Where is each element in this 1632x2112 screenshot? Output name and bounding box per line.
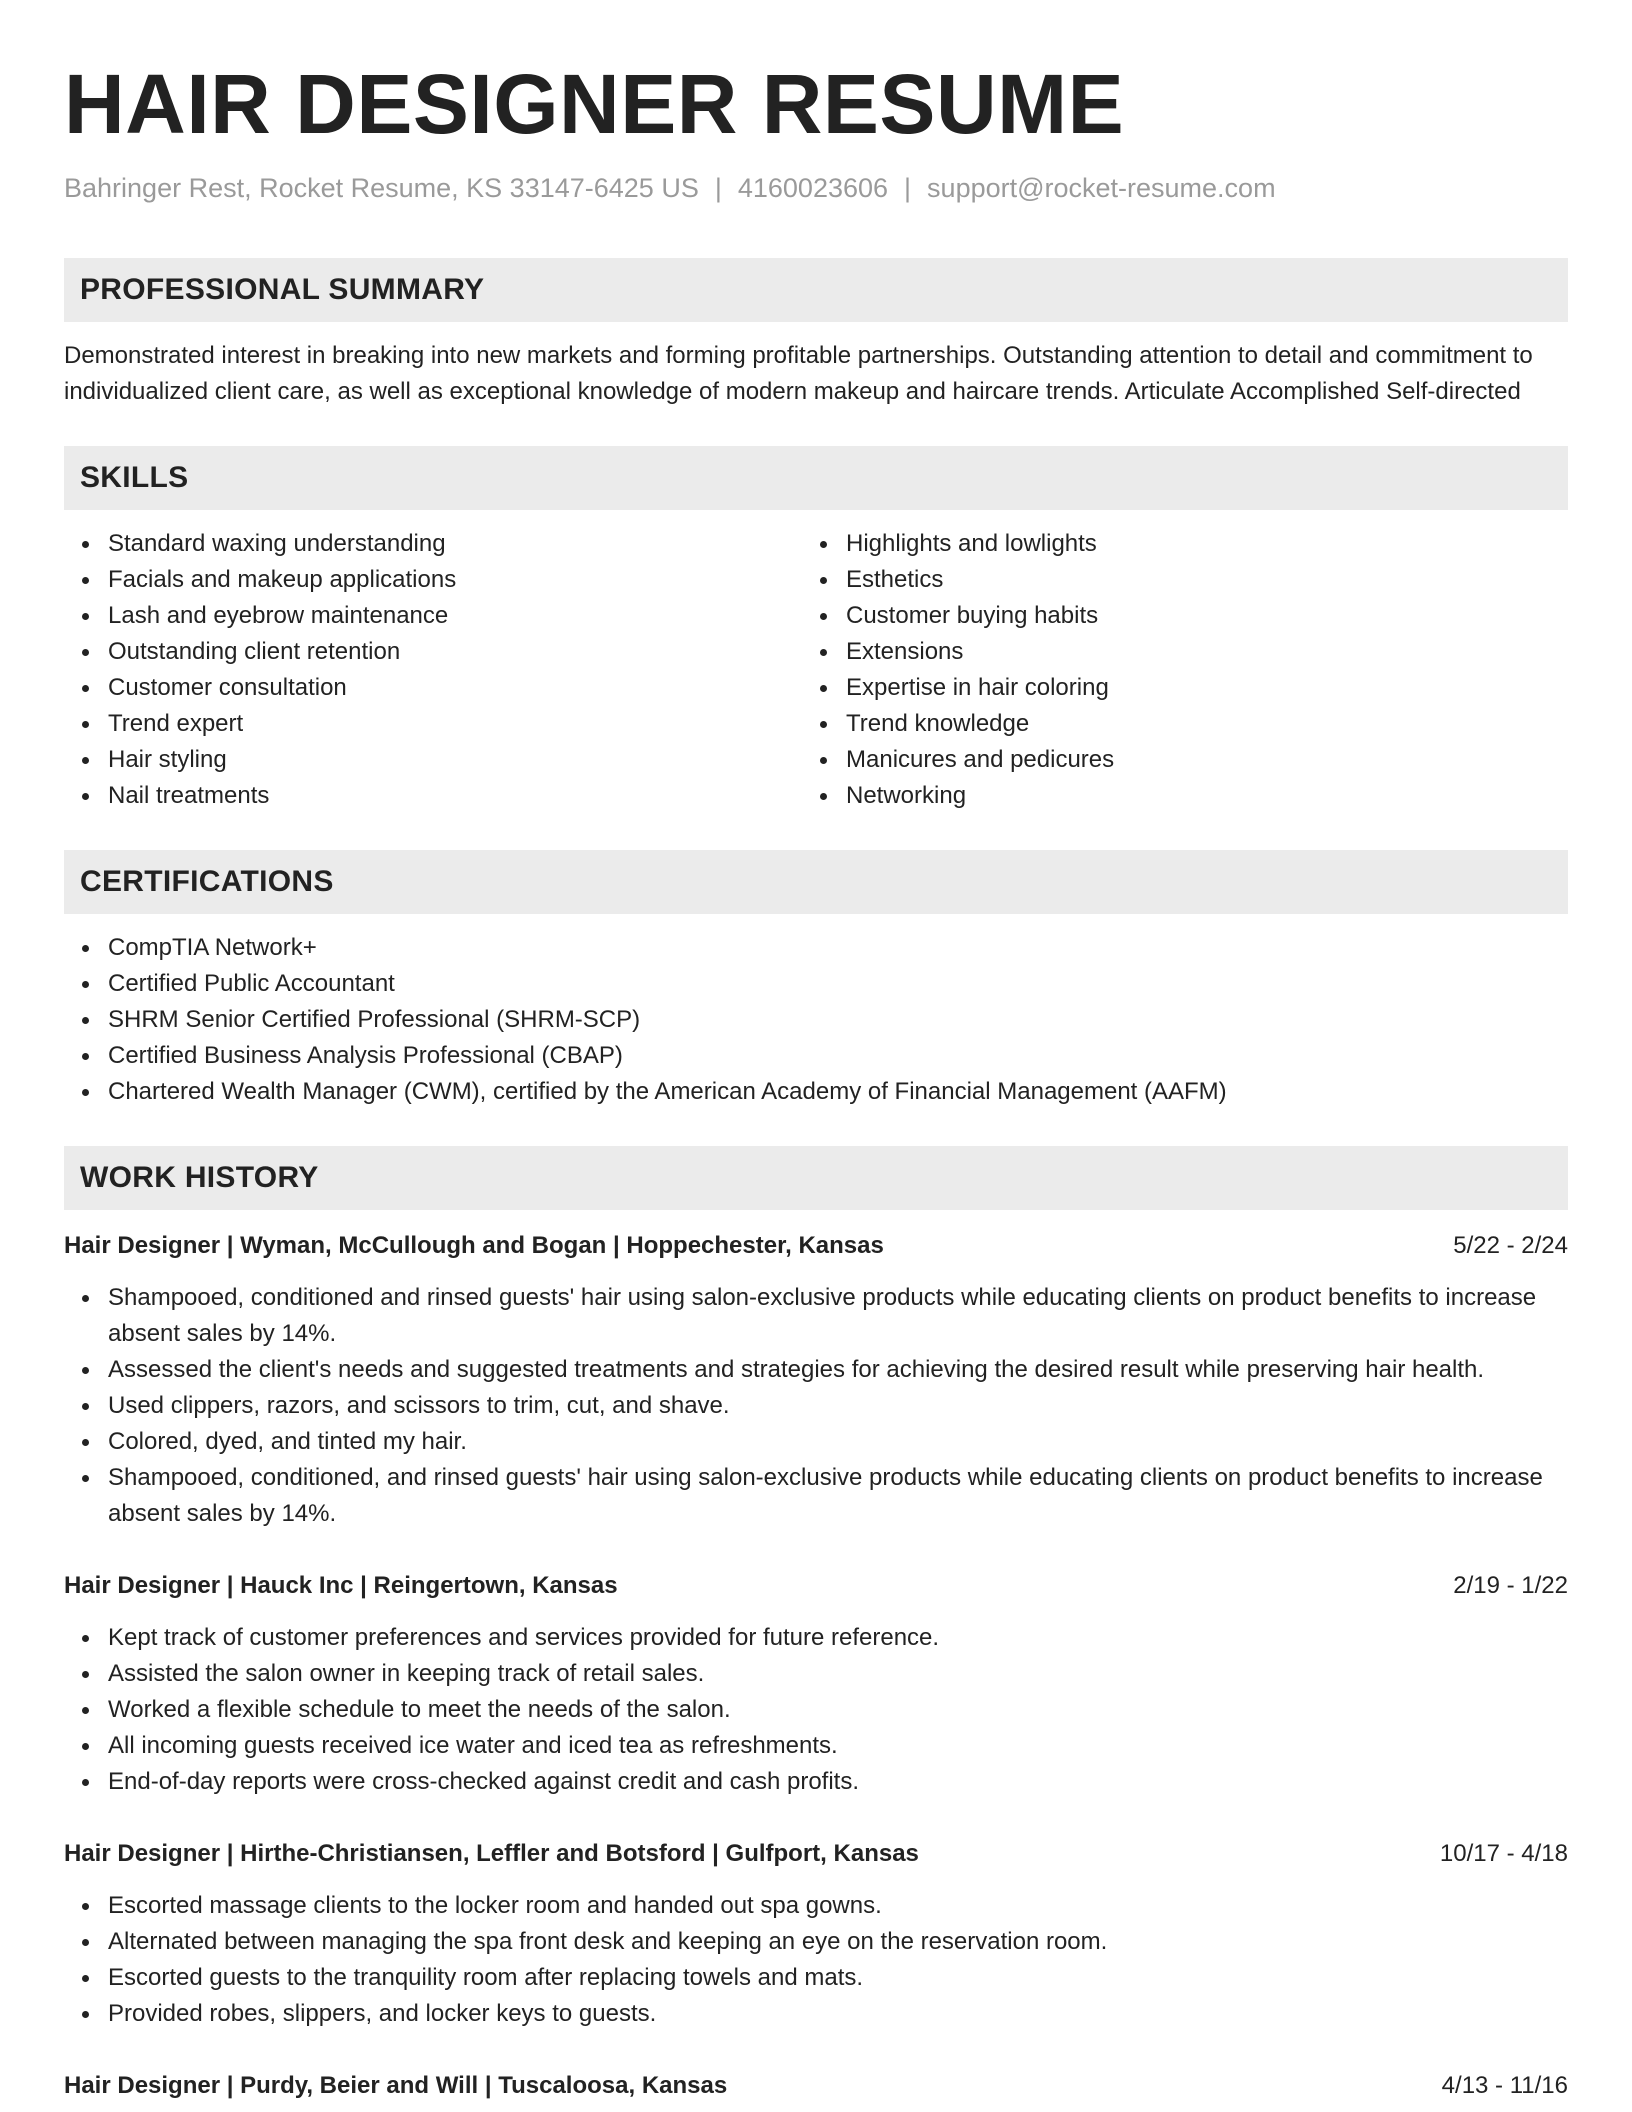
job-bullets [64, 1888, 1568, 2032]
skills-list-right [806, 526, 1548, 814]
contact-separator: | [714, 173, 722, 203]
skill-item: Manicures and pedicures [846, 742, 1548, 778]
job-bullet: Shampooed, conditioned, and rinsed guests' hair using salon-exclusive products while educating clients on product benefits to increase absent sales by 14%. [108, 1460, 1568, 1532]
job-title: Hair Designer | Hauck Inc | Reingertown, Kansas [64, 1572, 618, 1599]
job-bullets [64, 1620, 1568, 1800]
skill-item: Expertise in hair coloring [846, 670, 1548, 706]
job-bullet: Kept track of customer preferences and services provided for future reference. [108, 1620, 1568, 1656]
certifications-heading: CERTIFICATIONS [64, 850, 1568, 914]
job-header [64, 2068, 1568, 2104]
job-header [64, 1568, 1568, 1604]
job-dates: 4/13 - 11/16 [1441, 2072, 1568, 2099]
job-bullet: Assessed the client's needs and suggested treatments and strategies for achieving the desired result while preserving hair health. [108, 1352, 1568, 1388]
certification-item: Certified Business Analysis Professional (CBAP) [108, 1038, 1568, 1074]
job-header [64, 1228, 1568, 1264]
job-bullet: End-of-day reports were cross-checked against credit and cash profits. [108, 1764, 1568, 1800]
job-entry [64, 2068, 1568, 2104]
skills-grid [64, 510, 1568, 814]
job-dates: 5/22 - 2/24 [1453, 1232, 1568, 1259]
certification-item: Chartered Wealth Manager (CWM), certified by the American Academy of Financial Management (AAFM) [108, 1074, 1568, 1110]
skill-item: Hair styling [108, 742, 806, 778]
job-bullets [64, 1280, 1568, 1532]
job-bullet: All incoming guests received ice water and iced tea as refreshments. [108, 1728, 1568, 1764]
summary-heading: PROFESSIONAL SUMMARY [64, 258, 1568, 322]
skill-item: Customer buying habits [846, 598, 1548, 634]
job-bullet: Colored, dyed, and tinted my hair. [108, 1424, 1568, 1460]
job-bullet: Shampooed, conditioned and rinsed guests' hair using salon-exclusive products while educating clients on product benefits to increase absent sales by 14%. [108, 1280, 1568, 1352]
job-bullet: Alternated between managing the spa front desk and keeping an eye on the reservation room. [108, 1924, 1568, 1960]
skill-item: Esthetics [846, 562, 1548, 598]
job-entry [64, 1836, 1568, 2032]
job-bullet: Used clippers, razors, and scissors to trim, cut, and shave. [108, 1388, 1568, 1424]
job-bullet: Assisted the salon owner in keeping track of retail sales. [108, 1656, 1568, 1692]
skill-item: Trend expert [108, 706, 806, 742]
contact-email[interactable]: support@rocket-resume.com [927, 173, 1276, 203]
skill-item: Networking [846, 778, 1548, 814]
summary-text: Demonstrated interest in breaking into new markets and forming profitable partnerships. Outstanding attention to detail and commitment to individualized client care, as well as exceptional knowledge of modern makeup and haircare trends. Articulate Accomplished Self-directed [64, 342, 1533, 405]
skill-item: Customer consultation [108, 670, 806, 706]
skill-item: Outstanding client retention [108, 634, 806, 670]
skill-item: Facials and makeup applications [108, 562, 806, 598]
job-title: Hair Designer | Purdy, Beier and Will | Tuscaloosa, Kansas [64, 2072, 728, 2099]
resume-title: HAIR DESIGNER RESUME [64, 57, 1125, 151]
skill-item: Nail treatments [108, 778, 806, 814]
skills-list-left [64, 526, 806, 814]
contact-address: Bahringer Rest, Rocket Resume, KS 33147-6425 US [64, 173, 699, 203]
job-title: Hair Designer | Hirthe-Christiansen, Leffler and Botsford | Gulfport, Kansas [64, 1840, 919, 1867]
contact-line [64, 170, 1568, 206]
skill-item: Standard waxing understanding [108, 526, 806, 562]
job-entry [64, 1228, 1568, 1532]
skill-item: Extensions [846, 634, 1548, 670]
certification-item: CompTIA Network+ [108, 930, 1568, 966]
skill-item: Trend knowledge [846, 706, 1548, 742]
job-bullet: Escorted guests to the tranquility room after replacing towels and mats. [108, 1960, 1568, 1996]
certifications-list [64, 930, 1568, 1110]
skill-item: Lash and eyebrow maintenance [108, 598, 806, 634]
resume-page [64, 0, 1568, 2104]
job-header [64, 1836, 1568, 1872]
job-title: Hair Designer | Wyman, McCullough and Bogan | Hoppechester, Kansas [64, 1232, 884, 1259]
job-dates: 10/17 - 4/18 [1439, 1840, 1568, 1867]
certification-item: SHRM Senior Certified Professional (SHRM-SCP) [108, 1002, 1568, 1038]
skill-item: Highlights and lowlights [846, 526, 1548, 562]
skills-heading: SKILLS [64, 446, 1568, 510]
work-history-heading: WORK HISTORY [64, 1146, 1568, 1210]
job-dates: 2/19 - 1/22 [1453, 1572, 1568, 1599]
contact-phone: 4160023606 [737, 173, 889, 203]
job-bullet: Worked a flexible schedule to meet the needs of the salon. [108, 1692, 1568, 1728]
job-bullet: Provided robes, slippers, and locker keys to guests. [108, 1996, 1568, 2032]
job-bullet: Escorted massage clients to the locker room and handed out spa gowns. [108, 1888, 1568, 1924]
contact-separator: | [904, 173, 912, 203]
certification-item: Certified Public Accountant [108, 966, 1568, 1002]
job-entry [64, 1568, 1568, 1800]
